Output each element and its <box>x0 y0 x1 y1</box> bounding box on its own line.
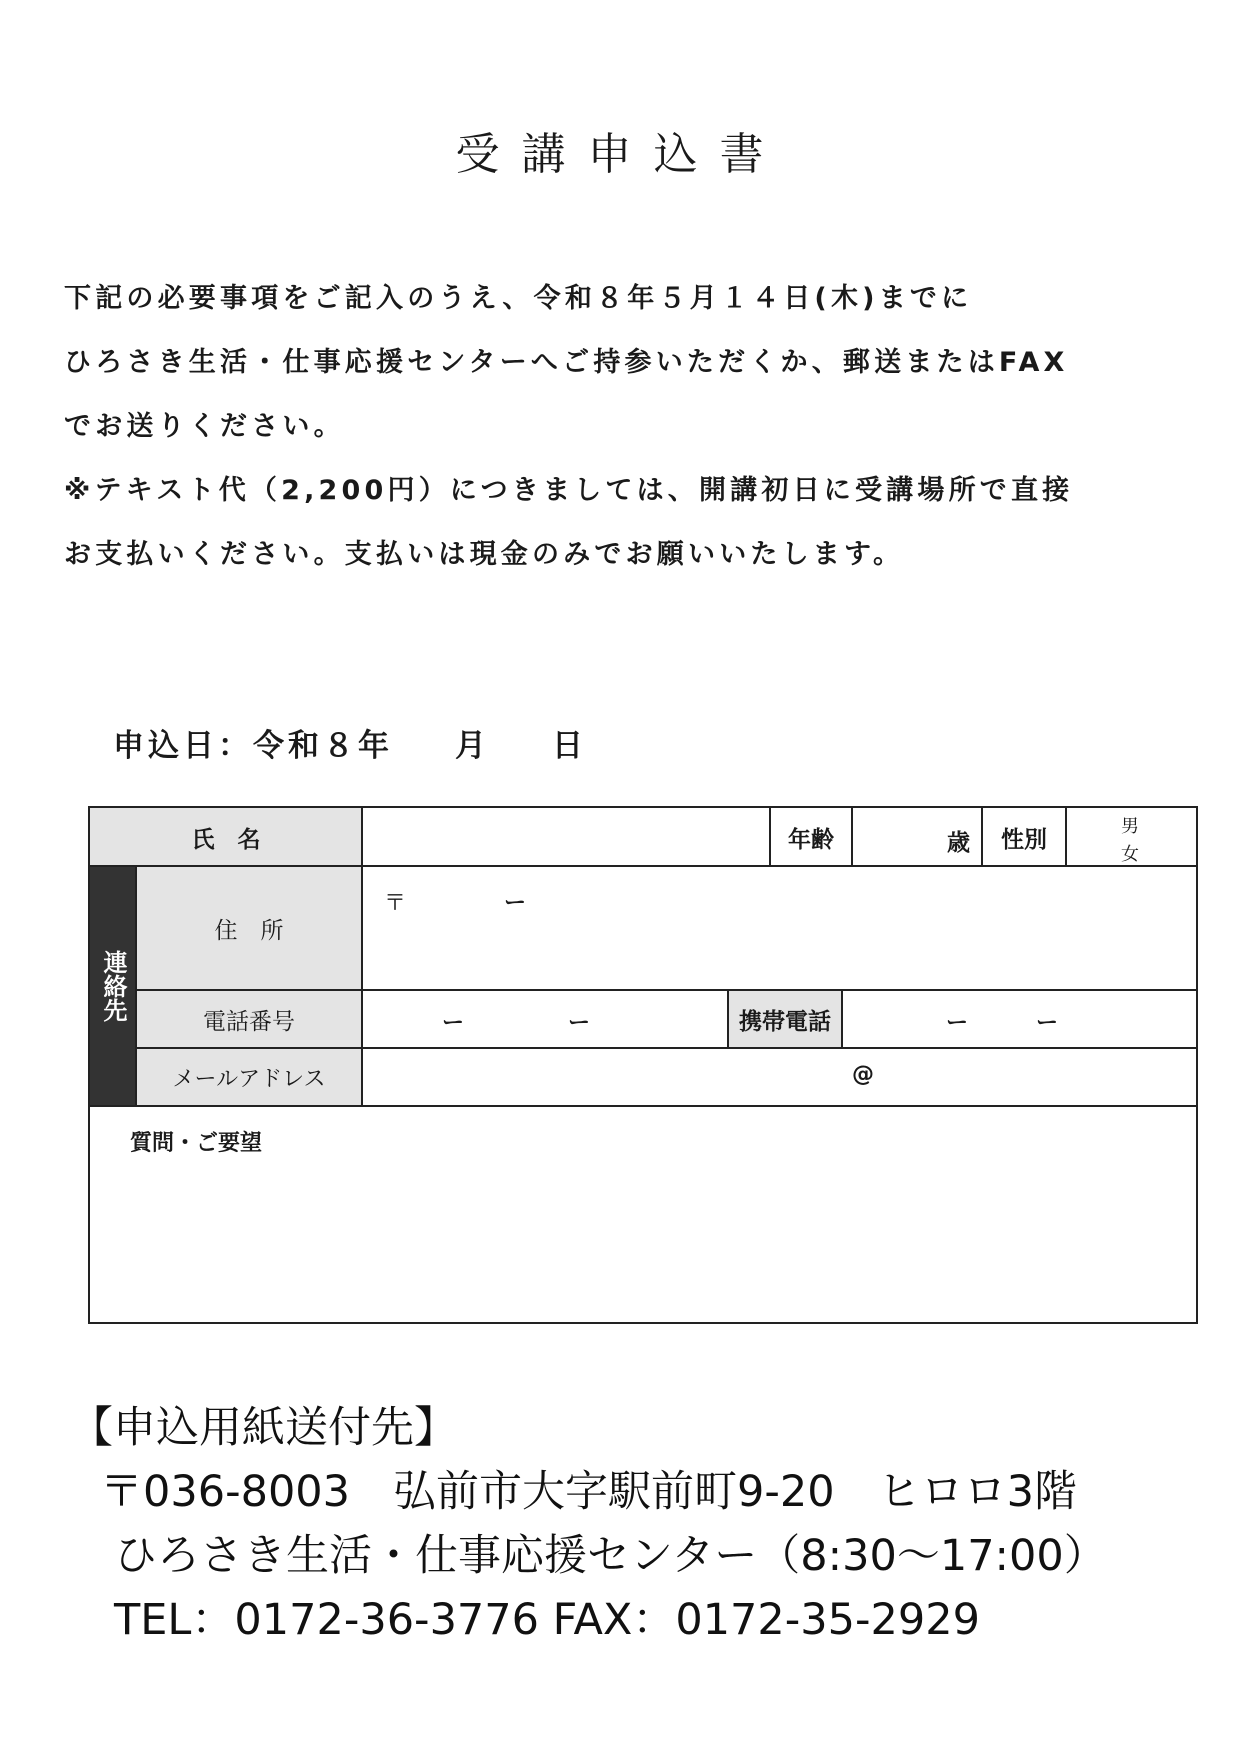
questions-field[interactable] <box>90 1106 1196 1322</box>
instruction-line: お支払いください。支払いは現金のみでお願いいたします。 <box>64 539 905 570</box>
gender-female-option[interactable]: 女 <box>1121 844 1139 865</box>
grid-line <box>361 808 363 1106</box>
application-date-month: 月 <box>455 728 490 764</box>
email-label-text: メールアドレス <box>172 1066 326 1092</box>
gender-label <box>982 808 1066 866</box>
grid-line <box>136 989 1196 991</box>
mobile-label-text: 携帯電話 <box>739 1008 831 1035</box>
mailing-contact: TEL：0172-36-3776 FAX：0172-35-2929 <box>114 1595 980 1645</box>
grid-line <box>136 1047 1196 1049</box>
instruction-line: でお送りください。 <box>64 411 345 442</box>
mailing-address: 〒036-8003 弘前市大字駅前町9-20 ヒロロ3階 <box>100 1467 1077 1517</box>
email-field[interactable] <box>362 1048 1196 1106</box>
application-date-label: 申込日：令和８年 <box>113 728 393 764</box>
age-label-text: 年齢 <box>788 826 834 853</box>
mailing-heading: 【申込用紙送付先】 <box>70 1403 457 1453</box>
phone-field[interactable] <box>362 990 728 1048</box>
instructions <box>64 276 1194 596</box>
phone-label <box>136 990 362 1048</box>
grid-line <box>851 808 853 866</box>
name-label-text: 氏 名 <box>191 826 261 853</box>
application-date-day: 日 <box>552 728 587 764</box>
instruction-line: ひろさき生活・仕事応援センターへご持参いただくか、郵送またはFAX <box>64 347 1069 378</box>
grid-line <box>841 990 843 1048</box>
mailing-organization: ひろさき生活・仕事応援センター（8:30〜17:00） <box>114 1531 1107 1581</box>
page-title: 受講申込書 <box>455 129 786 180</box>
at-mark: @ <box>852 1062 874 1087</box>
email-label <box>136 1048 362 1106</box>
contact-label-text: 連絡先 <box>99 950 127 1022</box>
grid-line <box>769 808 771 866</box>
mobile-dash: ー <box>946 1011 969 1036</box>
address-label <box>136 866 362 990</box>
instruction-line: 下記の必要事項をご記入のうえ、令和８年５月１４日(木)までに <box>64 283 973 314</box>
instruction-line: ※テキスト代（2,200円）につきましては、開講初日に受講場所で直接 <box>64 475 1074 506</box>
phone-dash: ー <box>442 1011 465 1036</box>
mobile-label <box>728 990 842 1048</box>
grid-line <box>981 808 983 866</box>
questions-label: 質問・ご要望 <box>130 1131 263 1156</box>
postal-mark: 〒 <box>384 891 407 916</box>
grid-line <box>90 865 1196 867</box>
phone-dash: ー <box>568 1011 591 1036</box>
application-date <box>113 720 587 765</box>
postal-dash: ー <box>504 891 527 916</box>
mobile-dash: ー <box>1036 1011 1059 1036</box>
contact-label <box>90 866 136 1106</box>
mailing-info <box>70 1396 1107 1652</box>
application-form <box>88 806 1198 1324</box>
grid-line <box>727 990 729 1048</box>
mobile-field[interactable] <box>842 990 1196 1048</box>
phone-label-text: 電話番号 <box>203 1008 295 1035</box>
age-label <box>770 808 852 866</box>
grid-line <box>90 1105 1196 1107</box>
name-label <box>90 808 362 866</box>
gender-male-option[interactable]: 男 <box>1121 816 1139 837</box>
gender-label-text: 性別 <box>1001 826 1047 853</box>
age-unit: 歳 <box>947 830 970 856</box>
grid-line <box>1065 808 1067 866</box>
name-field[interactable] <box>362 808 770 866</box>
address-field[interactable] <box>362 866 1196 990</box>
gender-options[interactable] <box>1066 808 1196 866</box>
age-field[interactable] <box>852 808 982 866</box>
grid-line <box>135 866 137 1106</box>
address-label-text: 住 所 <box>214 917 284 944</box>
